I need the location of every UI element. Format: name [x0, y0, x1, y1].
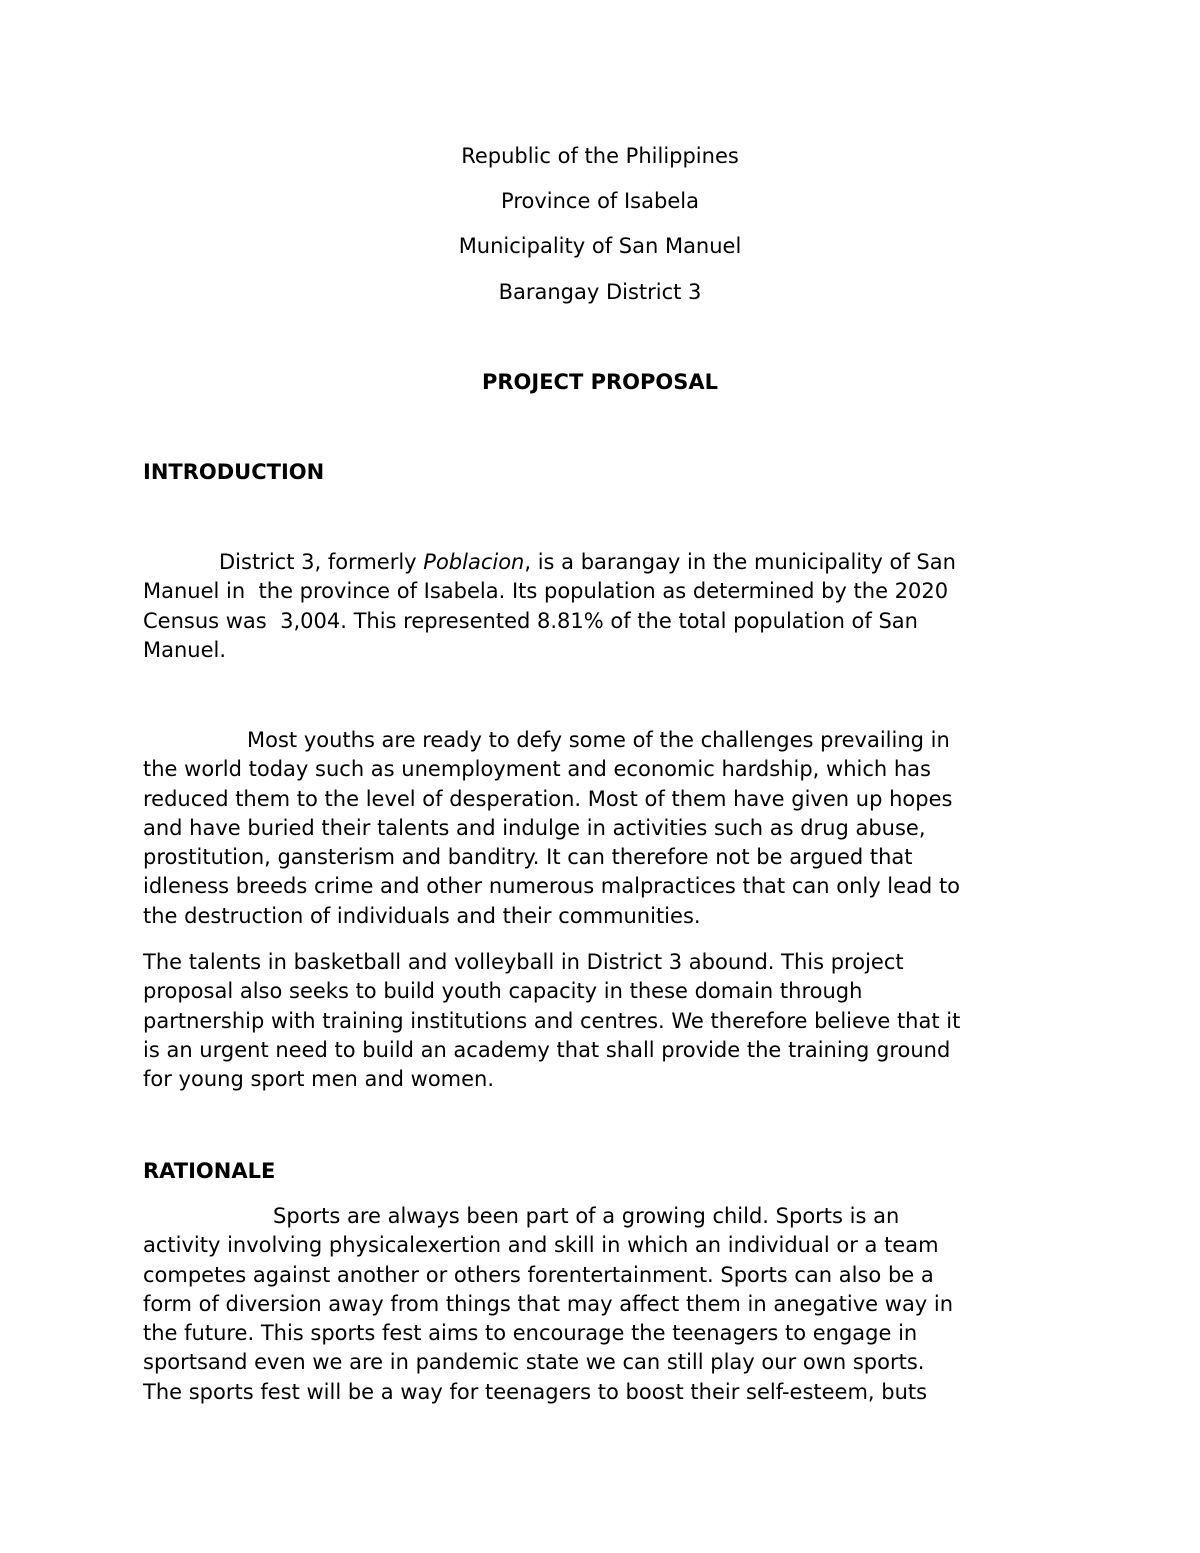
header-province: Province of Isabela: [501, 189, 699, 213]
rationale-p1-line: sportsand even we are in pandemic state we can still play our own sports.: [143, 1350, 925, 1375]
intro-p1-line-1: District 3, formerly Poblacion, is a barangay in the municipality of San: [219, 550, 956, 574]
document-title: PROJECT PROPOSAL: [481, 370, 719, 394]
intro-p2-line: prostitution, gansterism and banditry. It can therefore not be argued that: [143, 845, 913, 870]
introduction-heading: INTRODUCTION: [143, 460, 325, 484]
rationale-heading: RATIONALE: [143, 1159, 276, 1183]
rationale-p1-line: form of diversion away from things that may affect them in anegative way in: [143, 1291, 954, 1316]
intro-p1-line-2: Manuel in the province of Isabela. Its population as determined by the 2020: [143, 579, 949, 604]
intro-p2-line: reduced them to the level of desperation. Most of them have given up hopes: [143, 786, 953, 811]
rationale-p1-line: activity involving physicalexertion and skill in which an individual or a team: [143, 1233, 939, 1258]
intro-p2-line: the destruction of individuals and their communities.: [143, 903, 701, 928]
introduction-paragraph-1: [143, 548, 1063, 665]
intro-p3-line: partnership with training institutions and centres. We therefore believe that it: [143, 1008, 961, 1033]
intro-p1-line-3: Census was 3,004. This represented 8.81% of the total population of San: [143, 608, 918, 633]
rationale-p1-line: The sports fest will be a way for teenagers to boost their self-esteem, buts: [143, 1379, 928, 1404]
introduction-paragraph-3: [143, 948, 1063, 1094]
introduction-paragraph-2: [143, 726, 1063, 931]
intro-p1-line-4: Manuel.: [143, 637, 227, 662]
intro-p2-line: the world today such as unemployment and economic hardship, which has: [143, 757, 931, 782]
header-municipality: Municipality of San Manuel: [458, 234, 742, 258]
intro-p2-line: Most youths are ready to defy some of the challenges prevailing in: [247, 728, 950, 752]
rationale-p1-line: the future. This sports fest aims to encourage the teenagers to engage in: [143, 1321, 918, 1346]
rationale-p1-line: competes against another or others forentertainment. Sports can also be a: [143, 1262, 934, 1287]
intro-p2-line: idleness breeds crime and other numerous malpractices that can only lead to: [143, 874, 961, 899]
intro-p2-line: and have buried their talents and indulge in activities such as drug abuse,: [143, 815, 926, 840]
intro-p3-line: proposal also seeks to build youth capacity in these domain through: [143, 979, 863, 1004]
intro-p3-line: for young sport men and women.: [143, 1067, 495, 1092]
rationale-p1-line: Sports are always been part of a growing child. Sports is an: [273, 1204, 900, 1228]
intro-p3-line: The talents in basketball and volleyball in District 3 abound. This project: [143, 950, 904, 974]
rationale-paragraph-1: [143, 1202, 1063, 1407]
header-republic: Republic of the Philippines: [461, 144, 739, 168]
poblacion-italic: Poblacion: [423, 550, 525, 574]
intro-p3-line: is an urgent need to build an academy that shall provide the training ground: [143, 1037, 951, 1062]
header-barangay: Barangay District 3: [498, 280, 702, 304]
